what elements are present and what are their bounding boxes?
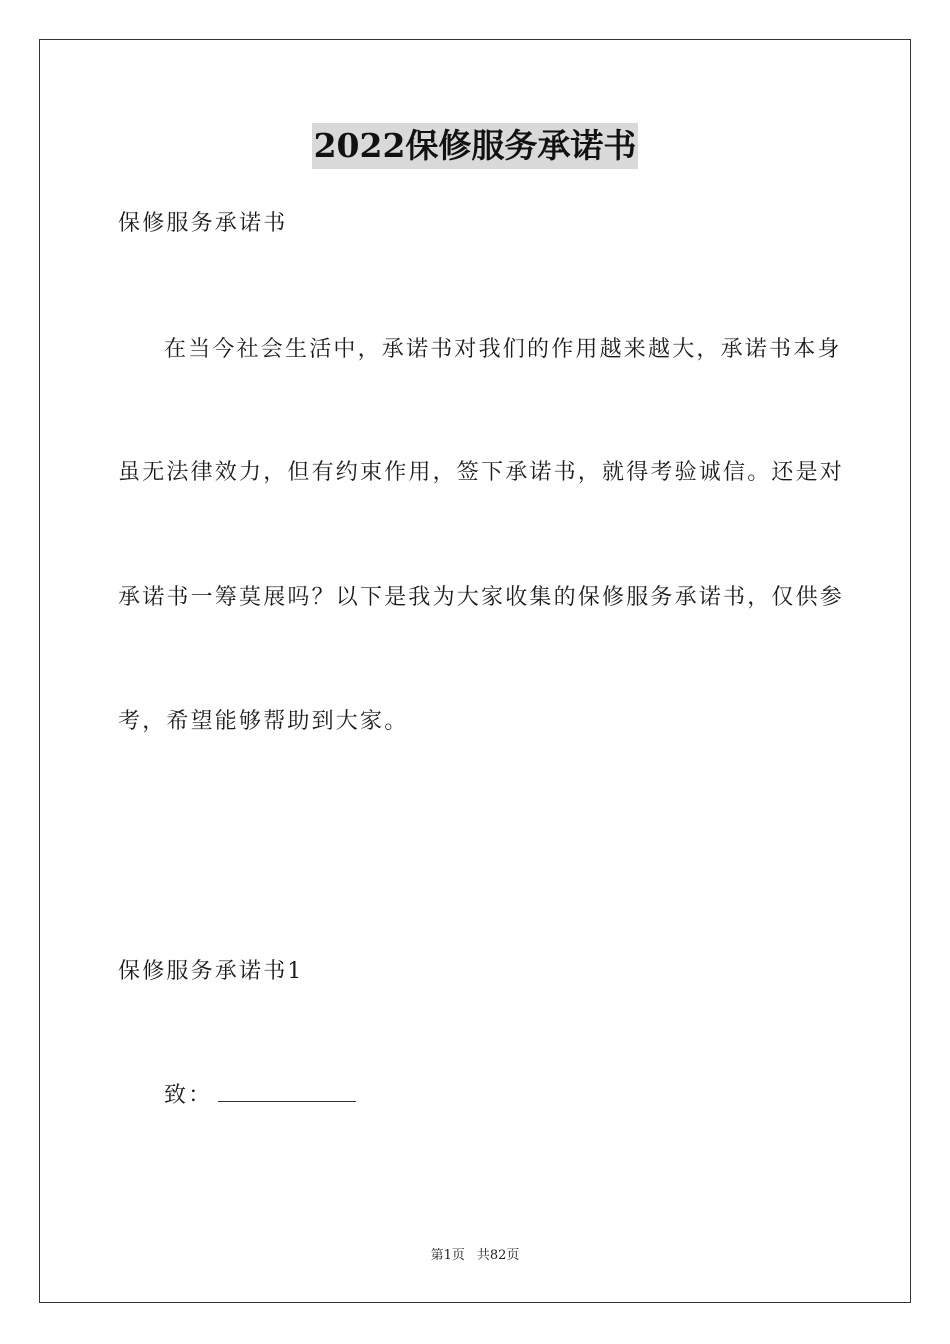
paragraph-line-3: 承诺书一筹莫展吗？以下是我为大家收集的保修服务承诺书，仅供参 [118, 585, 845, 610]
paragraph-line-4: 考，希望能够帮助到大家。 [118, 709, 409, 734]
section-heading: 保修服务承诺书1 [118, 959, 304, 984]
paragraph-line-2: 虽无法律效力，但有约束作用，签下承诺书，就得考验诚信。还是对 [118, 460, 845, 485]
document-title: 2022保修服务承诺书 [312, 123, 639, 169]
document-subtitle: 保修服务承诺书 [118, 211, 288, 236]
title-area [0, 123, 950, 169]
page-total: 共82页 [476, 1248, 520, 1263]
recipient-blank [218, 1081, 356, 1102]
salutation-label: 致： [164, 1083, 213, 1108]
salutation-line [164, 1081, 878, 1111]
paragraph-line-1: 在当今社会生活中，承诺书对我们的作用越来越大，承诺书本身 [164, 337, 842, 362]
page-number: 第1页 [430, 1248, 465, 1263]
page-footer [0, 1247, 950, 1265]
